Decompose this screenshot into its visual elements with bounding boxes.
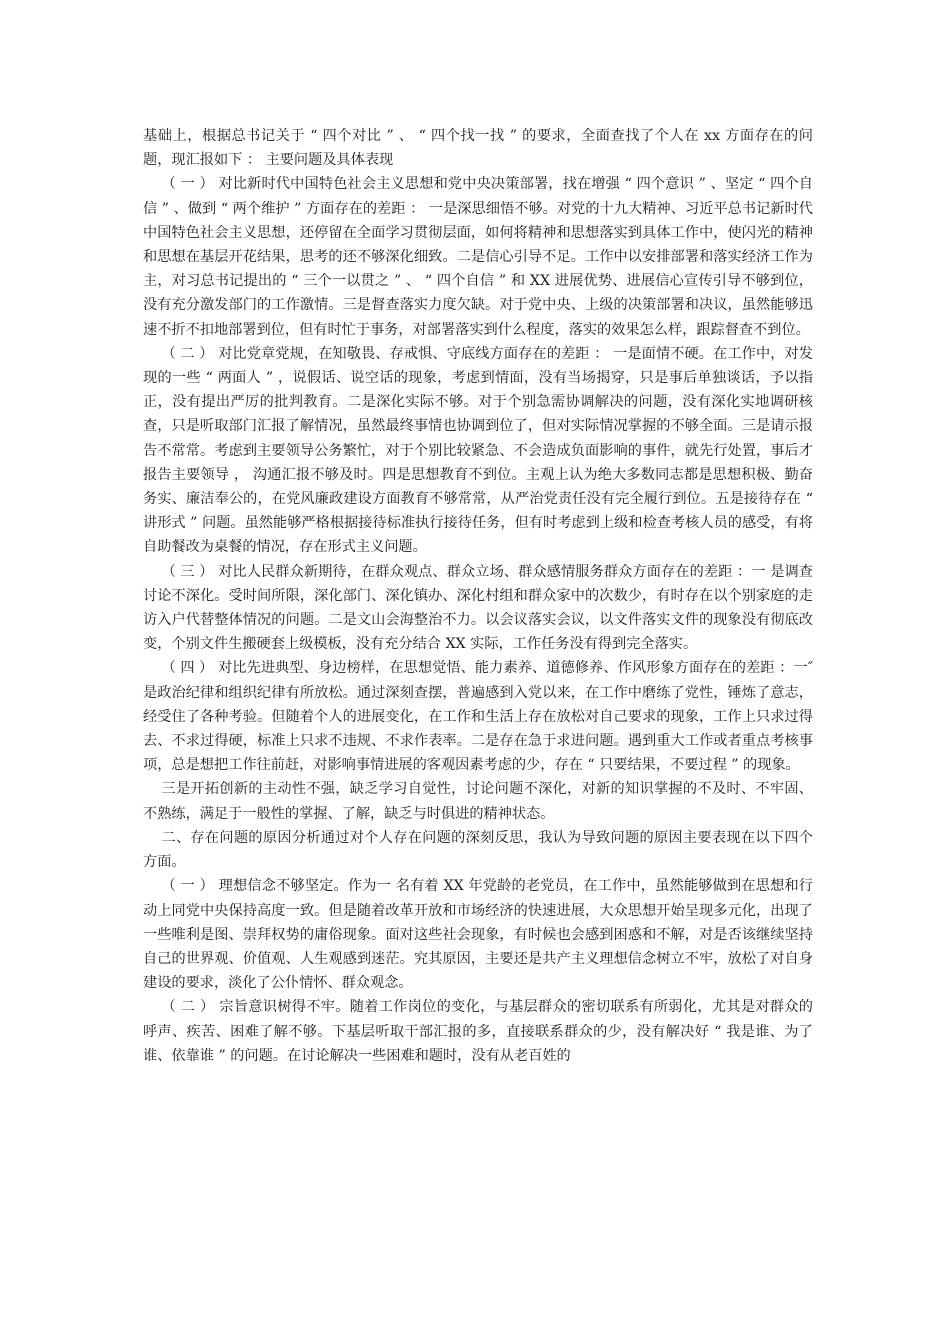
paragraph-intro: 基础上，根据总书记关于 “ 四个对比 ” 、 “ 四个找一找 ” 的要求，全面查找了个人在 xx 方面存在的问题，现汇报如下 ： 主要问题及具体表现	[143, 128, 813, 169]
paragraph-cause-heading: 二、存在问题的原因分析通过对个人存在问题的深刻反思，我认为导致问题的原因主要表现在以下四个方面。	[143, 829, 813, 871]
paragraph-issue-3: （ 三 ） 对比人民群众新期待，在群众观点、群众立场、群众感情服务群众方面存在的差距 ：一 是调查讨论不深化。受时间所限，深化部门、深化镇办、深化村组和群众家中的次数少，有时存在以个别家庭的走访入户代替整体情况的问题。二是文山会海整治不力。以会议落实会议，以文件落实文件的现象没有彻底改变，个别文件生搬硬套上级模板，没有充分结合 XX 实际，工作任务没有得到完全落实。	[143, 563, 813, 653]
paragraph-issue-1: （ 一 ） 对比新时代中国特色社会主义思想和党中央决策部署，找在增强 “ 四个意识 ” 、坚定 “ 四个自信 ” 、做到 “ 两个维护 ” 方面存在的差距 ： 一是深思细悟不够。对党的十九大精神、习近平总书记新时代中国特色社会主义思想，还停留在全面学习贯彻层面，如何将精神和思想落实到具体工作中，使闪光的精神和思想在基层开花结果，思考的还不够深化细致。二是信心引导不足。工作中以安排部署和落实经济工作为主，对习总书记提出的 “ 三个一以贯之 ” 、 “ 四个自信 ” 和 XX 进展优势、进展信心宣传引导不够到位，没有充分激发部门的工作激情。三是督查落实力度欠缺。对于党中央、上级的决策部署和决议，虽然能够迅速不折不扣地部署到位，但有时忙于事务，对部署落实到什么程度，落实的效果怎么样，跟踪督查不到位。	[143, 176, 813, 338]
paragraph-cause-1: （ 一 ） 理想信念不够坚定。作为一 名有着 XX 年党龄的老党员，在工作中，虽然能够做到在思想和行动上同党中央保持高度一致。但是随着改革开放和市场经济的快速进展，大众思想开始呈现多元化，出现了一些唯利是图、崇拜权势的庸俗现象。面对这些社会现象，有时候也会感到困惑和不解，对是否该继续坚持自己的世界观、价值观、人生观感到迷茫。究其原因，主要还是共产主义理想信念树立不牢，放松了对自身建设的要求，淡化了公仆情怀、群众观念。	[143, 878, 813, 992]
paragraph-issue-4-cont: 三是开拓创新的主动性不强，缺乏学习自觉性，讨论问题不深化，对新的知识掌握的不及时、不牢固、不熟练，满足于一般性的掌握、了解，缺乏与时俱进的精神状态。	[143, 781, 813, 822]
paragraph-issue-4: （ 四 ） 对比先进典型、身边榜样，在思想觉悟、能力素养、道德修养、作风形象方面存在的差距 ：一″是政治纪律和组织纪律有所放松。通过深刻查摆，普遍感到入党以来，在工作中磨练了党性，锤炼了意志，经受住了各种考验。但随着个人的进展变化，在工作和生活上存在放松对自己要求的现象，工作上只求过得去、不求过得硬，标准上只求不违规、不求作表率。二是存在急于求进问题。遇到重大工作或者重点考核事项，总是想把工作往前赶，对影响事情进展的客观因素考虑的少，存在 “ 只要结果，不要过程 ” 的现象。	[143, 660, 813, 774]
document-body	[143, 124, 813, 1068]
paragraph-cause-2: （ 二 ） 宗旨意识树得不牢。随着工作岗位的变化，与基层群众的密切联系有所弱化，尤其是对群众的呼声、疾苦、困难了解不够。下基层听取干部汇报的多，直接联系群众的少，没有解决好 “ 我是谁、为了谁、依靠谁 ” 的问题。在讨论解决一些困难和题时，没有从老百姓的	[143, 999, 813, 1064]
paragraph-issue-2: （ 二 ） 对比党章党规，在知敬畏、存戒惧、守底线方面存在的差距 ： 一是面情不硬。在工作中，对发现的一些 “ 两面人 ” ，说假话、说空话的现象，考虑到情面，没有当场揭穿，只是事后单独谈话，予以指正，没有提出严厉的批判教育。二是深化实际不够。对于个别急需协调解决的问题，没有深化实地调研核查，只是听取部门汇报了解情况，虽然最终事情也协调到位了，但对实际情况掌握的不够全面。三是请示报告不常常。考虑到主要领导公务繁忙，对于个别比较紧急、不会造成负面影响的事件，就先行处置，事后才报告主要领导 ， 沟通汇报不够及时。四是思想教育不到位。主观上认为绝大多数同志都是思想积极、勤奋务实、廉洁奉公的，在党风廉政建设方面教育不够常常，从严治党责任没有完全履行到位。五是接待存在 “ 讲形式 ” 问题。虽然能够严格根据接待标准执行接待任务，但有时考虑到上级和检查考核人员的感受，有将自助餐改为桌餐的情况，存在形式主义问题。	[143, 345, 813, 556]
